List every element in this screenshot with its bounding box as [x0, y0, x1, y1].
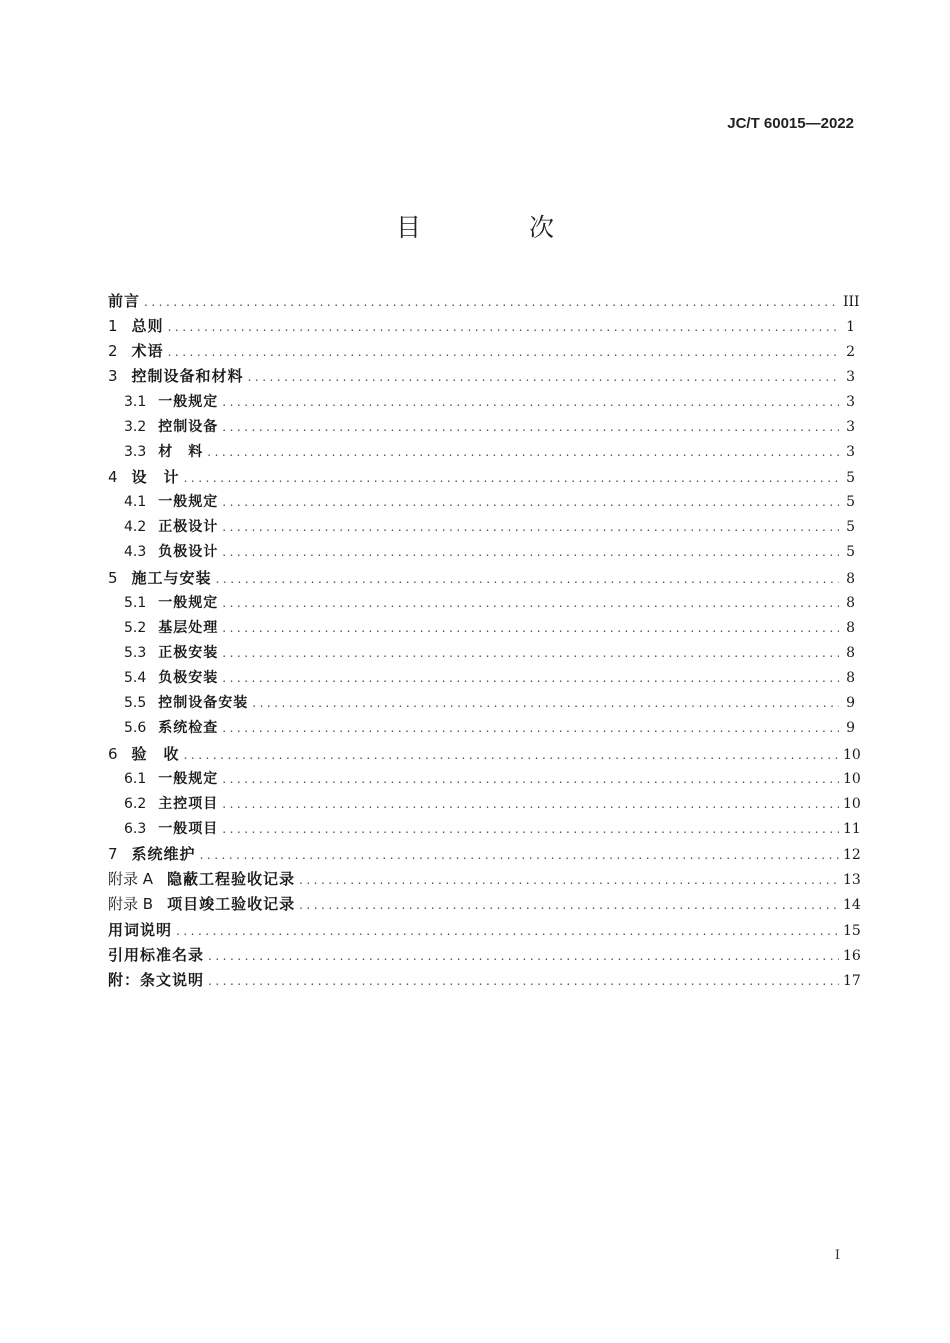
toc-entry[interactable] — [108, 641, 855, 666]
toc-entry[interactable] — [108, 465, 855, 490]
toc-entry-label: 项目竣工验收记录 — [167, 895, 296, 914]
toc-entry[interactable] — [108, 289, 860, 314]
toc-entry-number: 附录 A — [108, 870, 154, 889]
toc-entry[interactable] — [108, 691, 855, 716]
toc-entry-number: 6.3 — [124, 820, 147, 837]
toc-entry-page: 17 — [843, 972, 861, 989]
toc-entry-page: 12 — [843, 847, 861, 864]
toc-entry-label: 一般规定 — [158, 393, 219, 410]
toc-entry-page: 16 — [843, 947, 861, 964]
toc-entry-number: 5.1 — [124, 594, 147, 611]
toc-entry-number: 3.1 — [124, 393, 147, 410]
toc-entry-page: 1 — [846, 319, 855, 336]
toc-entry-number: 5.6 — [124, 720, 147, 737]
dot-leader — [176, 919, 839, 944]
toc-entry-label: 主控项目 — [158, 795, 219, 812]
dot-leader — [222, 515, 839, 540]
toc-entry-label: 前言 — [108, 292, 141, 310]
toc-entry-page: 10 — [843, 770, 861, 787]
toc-entry-number: 6 — [108, 744, 118, 763]
toc-entry-label: 附：条文说明 — [108, 970, 205, 989]
toc-entry-number: 6.2 — [124, 795, 147, 812]
toc-entry-page: 11 — [843, 820, 861, 837]
toc-entry-number: 3 — [108, 367, 118, 386]
document-code: JC/T 60015—2022 — [727, 115, 854, 132]
toc-entry[interactable] — [108, 817, 861, 842]
toc-entry-label: 控制设备 — [158, 418, 219, 435]
toc-entry-number: 5.4 — [124, 670, 147, 687]
toc-entry[interactable] — [108, 742, 861, 767]
toc-entry-page: 5 — [846, 519, 855, 536]
dot-leader — [299, 868, 839, 893]
dot-leader — [222, 817, 839, 842]
toc-entry-page: 14 — [843, 897, 861, 914]
toc-entry-label: 一般规定 — [158, 770, 219, 787]
toc-entry-number: 5.3 — [124, 644, 147, 661]
toc-entry-page: 8 — [846, 619, 855, 636]
toc-entry-page: 3 — [846, 393, 855, 410]
toc-entry-label: 正极设计 — [158, 519, 219, 536]
toc-entry-number: 4.1 — [124, 494, 147, 511]
dot-leader — [222, 792, 839, 817]
toc-entry[interactable] — [108, 867, 861, 892]
toc-entry-page: 10 — [843, 746, 861, 763]
dot-leader — [222, 540, 839, 565]
toc-entry-page: 9 — [846, 720, 855, 737]
dot-leader — [207, 440, 839, 465]
toc-entry[interactable] — [108, 792, 861, 817]
toc-entry-page: III — [843, 294, 860, 310]
toc-entry-label: 负极设计 — [158, 544, 219, 561]
toc-entry-label: 一般规定 — [158, 494, 219, 511]
page-number: I — [834, 1248, 840, 1263]
table-of-contents — [108, 289, 861, 993]
toc-entry[interactable] — [108, 314, 855, 339]
dot-leader — [222, 716, 839, 741]
toc-entry[interactable] — [108, 716, 855, 741]
toc-entry-number: 5 — [108, 568, 118, 587]
toc-entry-page: 13 — [843, 872, 861, 889]
toc-entry-label: 系统维护 — [131, 845, 196, 864]
toc-entry-page: 10 — [843, 795, 861, 812]
toc-entry-number: 1 — [108, 317, 118, 336]
toc-entry-label: 用词说明 — [108, 920, 173, 939]
toc-entry[interactable] — [108, 566, 855, 591]
dot-leader — [222, 767, 839, 792]
toc-entry-page: 8 — [846, 570, 855, 587]
toc-entry-label: 系统检查 — [158, 720, 219, 737]
toc-entry[interactable] — [108, 892, 861, 917]
toc-entry-label: 验 收 — [131, 744, 180, 763]
toc-entry-label: 施工与安装 — [131, 568, 212, 587]
dot-leader — [299, 893, 839, 918]
dot-leader — [252, 691, 839, 716]
toc-entry-number: 3.3 — [124, 443, 147, 460]
dot-leader — [222, 415, 839, 440]
toc-entry-page: 8 — [846, 670, 855, 687]
dot-leader — [222, 390, 839, 415]
toc-entry-number: 3.2 — [124, 418, 147, 435]
toc-entry[interactable] — [108, 968, 861, 993]
toc-entry[interactable] — [108, 364, 855, 389]
dot-leader — [222, 490, 839, 515]
toc-entry[interactable] — [108, 767, 861, 792]
toc-entry[interactable] — [108, 666, 855, 691]
dot-leader — [222, 641, 839, 666]
toc-entry-page: 3 — [846, 369, 855, 386]
toc-entry-label: 负极安装 — [158, 670, 219, 687]
toc-entry-page: 2 — [846, 344, 855, 361]
dot-leader — [144, 290, 839, 315]
dot-leader — [184, 466, 839, 491]
toc-entry-page: 5 — [846, 544, 855, 561]
page-title: 目 次 — [396, 213, 604, 242]
toc-entry[interactable] — [108, 591, 855, 616]
toc-entry-page: 15 — [843, 922, 861, 939]
toc-entry-number: 附录 B — [108, 895, 154, 914]
toc-entry-number: 5.2 — [124, 619, 147, 636]
toc-entry-label: 正极安装 — [158, 644, 219, 661]
dot-leader — [168, 340, 839, 365]
toc-entry-label: 控制设备安装 — [158, 695, 249, 712]
toc-entry[interactable] — [108, 339, 855, 364]
toc-entry-number: 4 — [108, 467, 118, 486]
toc-entry-page: 3 — [846, 418, 855, 435]
toc-entry-page: 8 — [846, 644, 855, 661]
toc-entry-number: 7 — [108, 845, 118, 864]
toc-entry[interactable] — [108, 490, 855, 515]
toc-entry[interactable] — [108, 440, 855, 465]
dot-leader — [168, 315, 839, 340]
toc-entry-label: 控制设备和材料 — [131, 367, 244, 386]
toc-entry[interactable] — [108, 390, 855, 415]
toc-entry-number: 4.2 — [124, 519, 147, 536]
toc-entry[interactable] — [108, 842, 861, 867]
dot-leader — [208, 944, 839, 969]
toc-entry-label: 材 料 — [158, 443, 204, 460]
toc-entry-label: 总则 — [131, 317, 164, 336]
dot-leader — [184, 743, 839, 768]
toc-entry[interactable] — [108, 415, 855, 440]
toc-entry[interactable] — [108, 918, 861, 943]
toc-entry-label: 引用标准名录 — [108, 945, 205, 964]
toc-entry[interactable] — [108, 616, 855, 641]
toc-entry[interactable] — [108, 515, 855, 540]
toc-entry-page: 5 — [846, 469, 855, 486]
dot-leader — [216, 567, 839, 592]
toc-entry[interactable] — [108, 943, 861, 968]
dot-leader — [222, 591, 839, 616]
toc-entry-label: 一般项目 — [158, 820, 219, 837]
toc-entry-number: 6.1 — [124, 770, 147, 787]
toc-entry-label: 隐蔽工程验收记录 — [167, 870, 296, 889]
toc-entry-number: 2 — [108, 342, 118, 361]
dot-leader — [222, 666, 839, 691]
toc-entry-label: 基层处理 — [158, 619, 219, 636]
toc-entry-page: 9 — [846, 695, 855, 712]
toc-entry-page: 5 — [846, 494, 855, 511]
toc-entry-number: 4.3 — [124, 544, 147, 561]
toc-entry-label: 术语 — [131, 342, 164, 361]
toc-entry-label: 设 计 — [131, 467, 180, 486]
toc-entry-page: 3 — [846, 443, 855, 460]
dot-leader — [248, 365, 839, 390]
toc-entry[interactable] — [108, 540, 855, 565]
dot-leader — [200, 843, 839, 868]
toc-entry-label: 一般规定 — [158, 594, 219, 611]
toc-entry-number: 5.5 — [124, 695, 147, 712]
toc-entry-page: 8 — [846, 594, 855, 611]
dot-leader — [208, 969, 839, 994]
dot-leader — [222, 616, 839, 641]
